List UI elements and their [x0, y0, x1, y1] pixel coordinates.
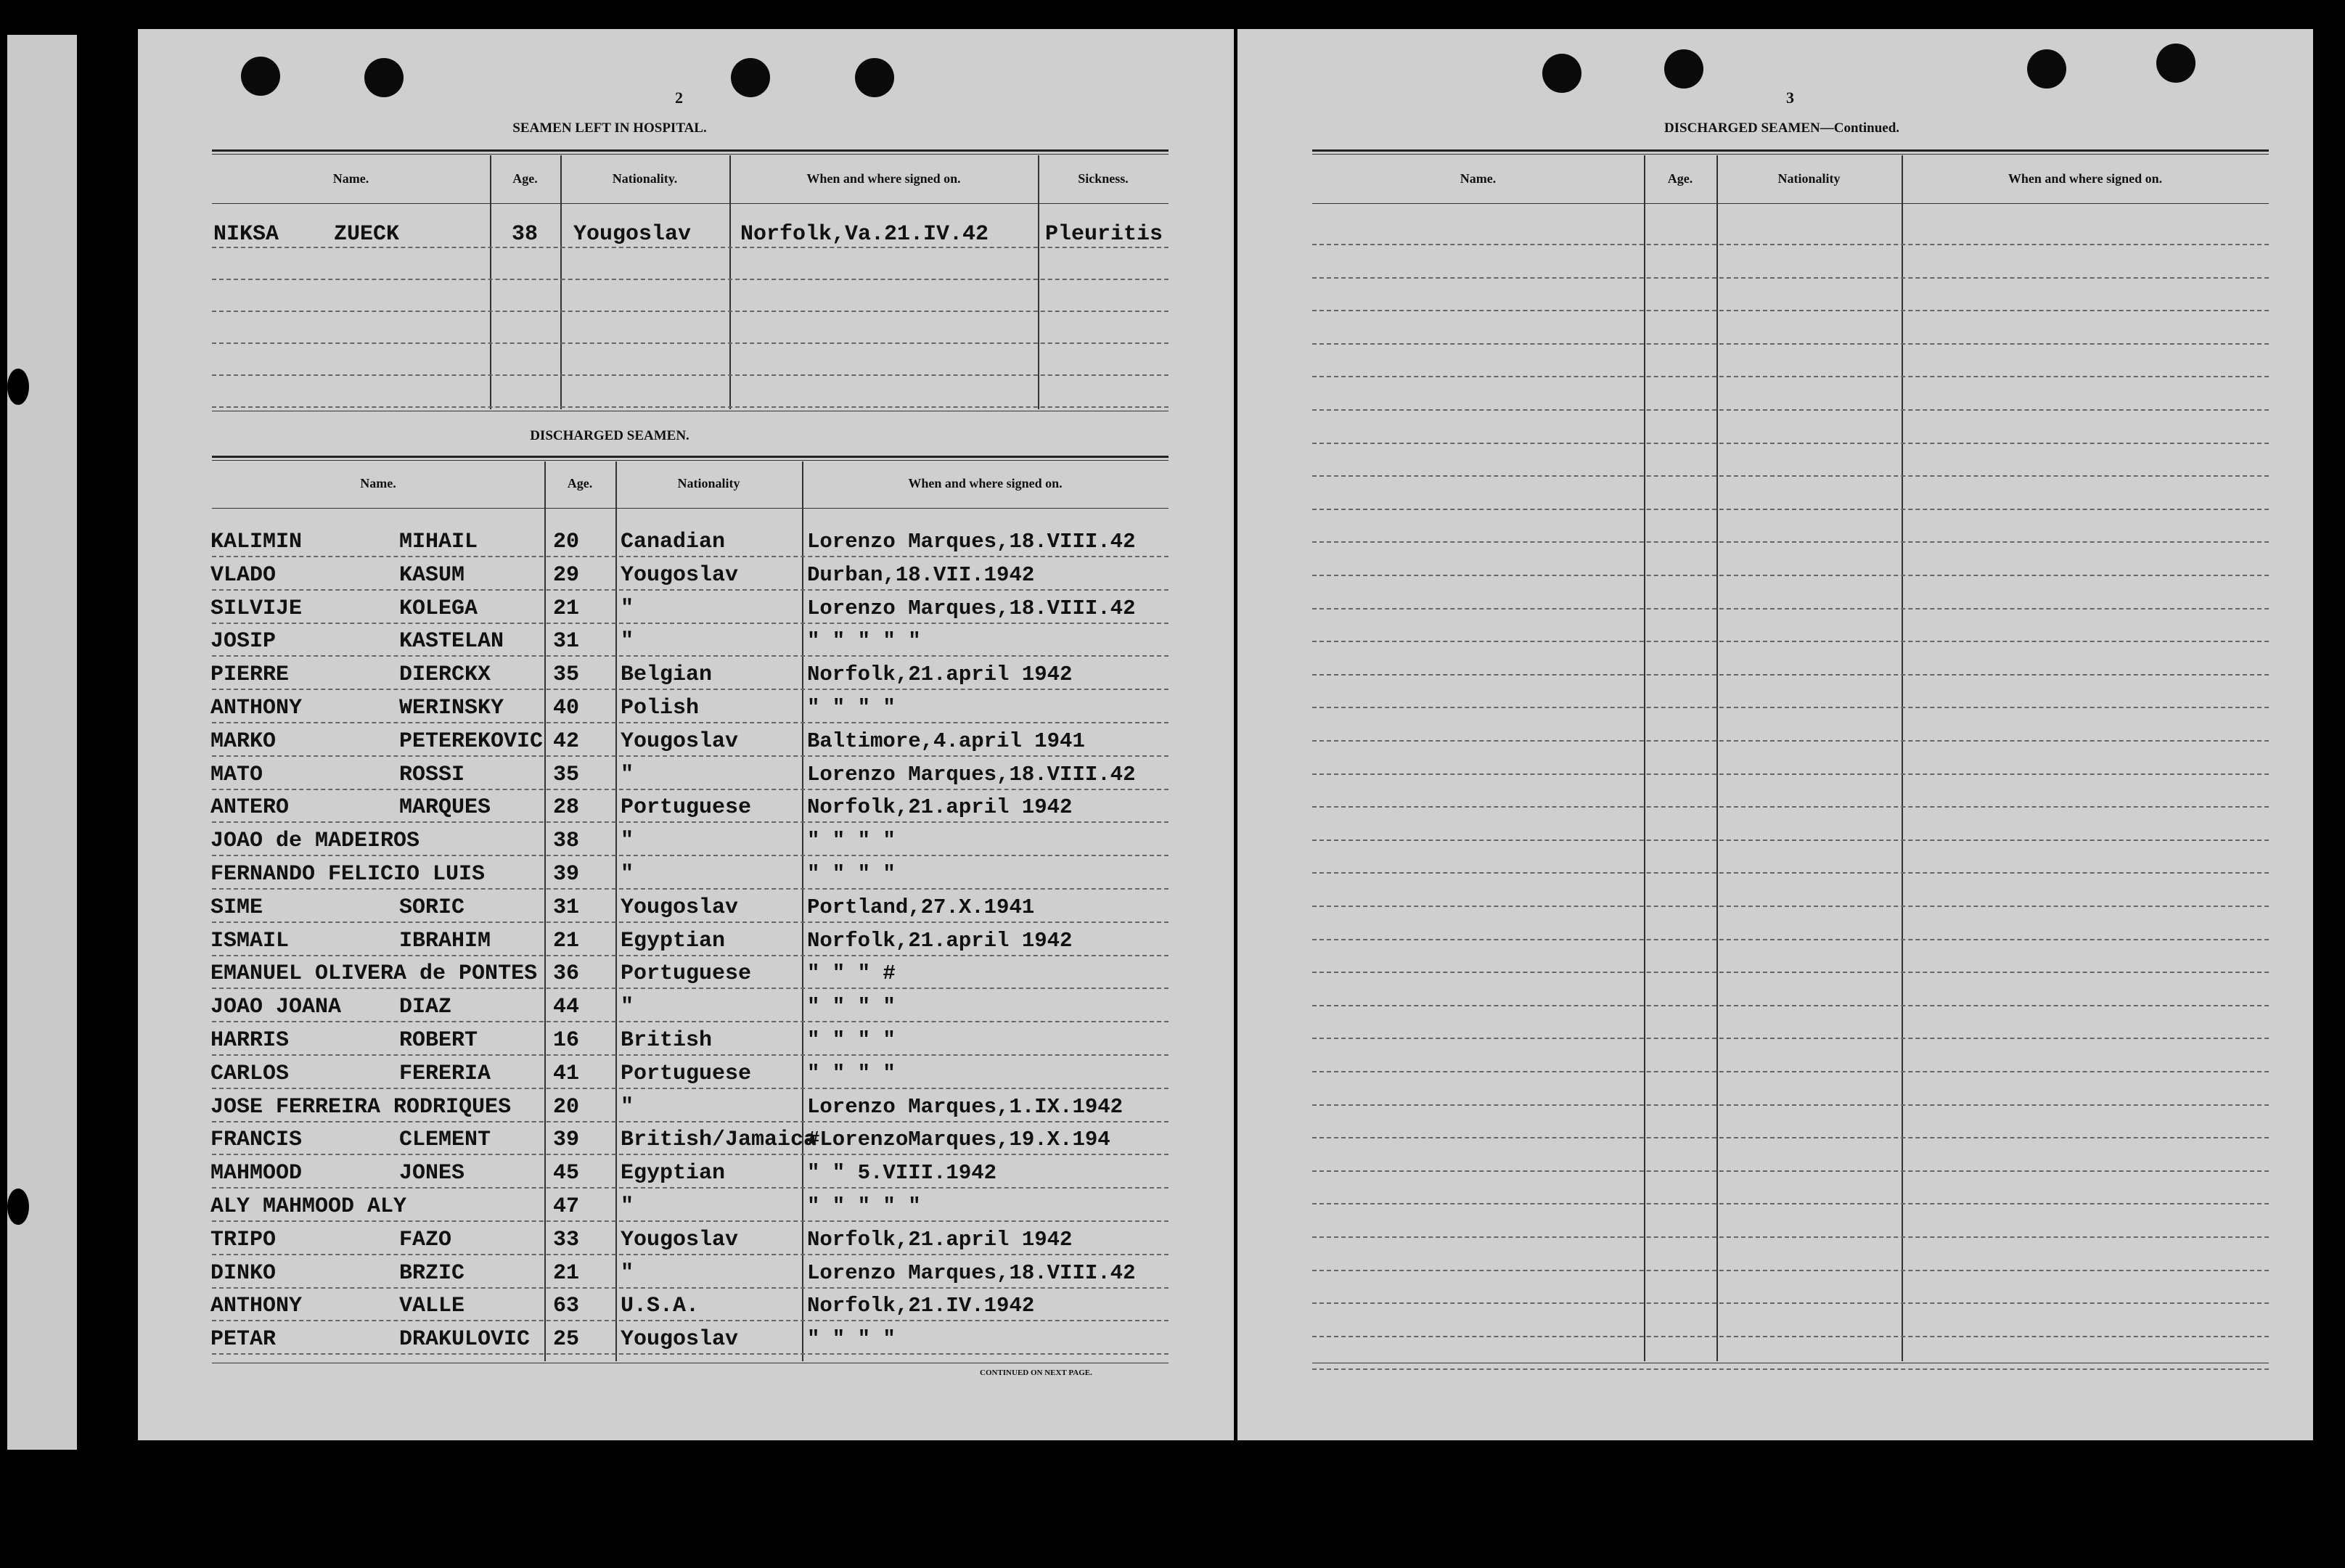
seaman-last-name: WERINSKY: [399, 696, 504, 721]
seaman-last-name: VALLE: [399, 1294, 465, 1319]
seaman-age: 20: [553, 530, 580, 554]
punch-hole: [7, 1189, 29, 1225]
column-divider: [1716, 155, 1718, 1361]
seaman-age: 31: [553, 629, 580, 654]
hospital-col-header: Nationality.: [612, 171, 678, 186]
right-col-header: Age.: [1667, 171, 1693, 186]
discharged-col-header: Nationality: [677, 476, 740, 490]
row-line: [212, 1287, 1169, 1289]
row-line: [1312, 906, 2269, 907]
seaman-first-name: VLADO: [210, 562, 277, 588]
row-line: [1312, 409, 2269, 411]
discharged-col-header: When and where signed on.: [908, 476, 1063, 490]
seaman-first-name: JOSE FERREIRA RODRIQUES: [210, 1094, 512, 1120]
row-line: [212, 755, 1169, 757]
seaman-age: 16: [553, 1028, 580, 1053]
row-line: [212, 689, 1169, 690]
seaman-last-name: DRAKULOVIC: [399, 1327, 531, 1352]
seaman-first-name: FERNANDO FELICIO LUIS: [210, 862, 486, 887]
seaman-first-name: PETAR: [210, 1327, 277, 1352]
seaman-signed-on: " " " ": [807, 1061, 896, 1085]
seaman-age: 21: [553, 1260, 580, 1286]
seaman-nationality: Yougoslav: [621, 728, 739, 754]
seaman-first-name: DINKO: [210, 1260, 277, 1286]
row-line: [212, 1054, 1169, 1056]
seaman-first-name: EMANUEL OLIVERA de PONTES: [210, 961, 538, 987]
row-line: [1312, 740, 2269, 742]
row-line: [1312, 972, 2269, 973]
seaman-signed-on: #LorenzoMarques,19.X.194: [807, 1128, 1110, 1152]
seaman-signed-on: Lorenzo Marques,1.IX.1942: [807, 1094, 1124, 1119]
seaman-nationality: Egyptian: [621, 928, 726, 953]
seaman-signed-on: Durban,18.VII.1942: [807, 562, 1035, 587]
row-line: [212, 589, 1169, 591]
row-line: [1312, 1302, 2269, 1304]
row-line: [1312, 608, 2269, 609]
rule: [212, 154, 1169, 155]
punch-hole: [7, 369, 29, 405]
seaman-first-name: JOAO JOANA: [210, 995, 342, 1020]
column-divider: [560, 155, 562, 409]
hospital-col-header: Sickness.: [1078, 171, 1129, 186]
seaman-nationality: British: [621, 1028, 713, 1053]
rule: [212, 149, 1169, 152]
seaman-last-name: DIAZ: [399, 995, 452, 1020]
row-line: [212, 988, 1169, 989]
row-line: [212, 1353, 1169, 1355]
row-line: [212, 1021, 1169, 1022]
column-divider: [490, 155, 491, 409]
seaman-signed-on: Norfolk,Va.21.IV.42: [740, 222, 989, 247]
seaman-age: 25: [553, 1327, 580, 1352]
hospital-col-header: Name.: [332, 171, 369, 186]
row-line: [1312, 641, 2269, 642]
seaman-signed-on: " " " ": [807, 696, 896, 720]
punch-hole: [241, 57, 280, 96]
seaman-nationality: Portuguese: [621, 961, 752, 987]
seaman-first-name: TRIPO: [210, 1227, 277, 1252]
seaman-age: 38: [553, 829, 580, 854]
seaman-first-name: SIME: [210, 895, 263, 920]
row-line: [1312, 707, 2269, 708]
seaman-signed-on: " " " ": [807, 1327, 896, 1352]
seaman-signed-on: " " 5.VIII.1942: [807, 1161, 997, 1186]
seaman-last-name: FAZO: [399, 1227, 452, 1252]
seaman-nationality: British/Jamaica: [621, 1128, 817, 1153]
seaman-age: 40: [553, 696, 580, 721]
row-line: [1312, 1005, 2269, 1006]
seaman-age: 28: [553, 795, 580, 821]
rule: [212, 456, 1169, 458]
row-line: [212, 855, 1169, 856]
discharged-section-title: DISCHARGED SEAMEN.: [530, 428, 689, 443]
column-divider: [544, 461, 546, 1361]
seaman-first-name: ANTHONY: [210, 696, 303, 721]
hospital-col-header: Age.: [512, 171, 538, 186]
seaman-last-name: ROSSI: [399, 762, 465, 787]
column-divider: [729, 155, 731, 409]
row-line: [212, 1320, 1169, 1321]
seaman-signed-on: Baltimore,4.april 1941: [807, 728, 1085, 753]
seaman-first-name: HARRIS: [210, 1028, 290, 1053]
seaman-age: 44: [553, 995, 580, 1020]
row-line: [1312, 1104, 2269, 1106]
seaman-sickness: Pleuritis: [1045, 222, 1163, 247]
seaman-age: 36: [553, 961, 580, 987]
seaman-nationality: ": [621, 829, 634, 854]
seaman-signed-on: Norfolk,21.IV.1942: [807, 1294, 1035, 1318]
seaman-nationality: ": [621, 862, 634, 887]
row-line: [212, 1254, 1169, 1255]
column-divider: [1644, 155, 1645, 1361]
seaman-first-name: FRANCIS: [210, 1128, 303, 1153]
seaman-nationality: U.S.A.: [621, 1294, 700, 1319]
seaman-age: 31: [553, 895, 580, 920]
row-line: [212, 1121, 1169, 1122]
seaman-age: 21: [553, 596, 580, 621]
row-line: [1312, 376, 2269, 377]
seaman-last-name: MARQUES: [399, 795, 491, 821]
seaman-signed-on: " " " " ": [807, 1194, 921, 1218]
seaman-first-name: ANTERO: [210, 795, 290, 821]
seaman-signed-on: Norfolk,21.april 1942: [807, 662, 1073, 687]
column-divider: [615, 461, 617, 1361]
seaman-age: 39: [553, 1128, 580, 1153]
page-number: 3: [1786, 89, 1794, 107]
row-line: [1312, 575, 2269, 576]
seaman-nationality: Polish: [621, 696, 700, 721]
right-col-header: When and where signed on.: [2008, 171, 2163, 186]
hospital-col-header: When and where signed on.: [806, 171, 961, 186]
row-line: [212, 955, 1169, 956]
row-line: [212, 406, 1169, 408]
seaman-first-name: ISMAIL: [210, 928, 290, 953]
row-line: [1312, 1336, 2269, 1337]
seaman-nationality: ": [621, 629, 634, 654]
seaman-signed-on: Norfolk,21.april 1942: [807, 1227, 1073, 1252]
row-line: [212, 921, 1169, 923]
seaman-age: 35: [553, 662, 580, 688]
row-line: [1312, 1236, 2269, 1238]
right-page: [1237, 29, 2313, 1440]
seaman-first-name: SILVIJE: [210, 596, 303, 621]
row-line: [1312, 1368, 2269, 1370]
row-line: [1312, 674, 2269, 676]
seaman-last-name: KASUM: [399, 562, 465, 588]
seaman-last-name: MIHAIL: [399, 530, 478, 554]
seaman-last-name: CLEMENT: [399, 1128, 491, 1153]
seaman-age: 33: [553, 1227, 580, 1252]
row-line: [1312, 443, 2269, 444]
row-line: [1312, 509, 2269, 510]
seaman-signed-on: Lorenzo Marques,18.VIII.42: [807, 530, 1136, 554]
seaman-first-name: JOSIP: [210, 629, 277, 654]
row-line: [1312, 1170, 2269, 1172]
seaman-last-name: JONES: [399, 1161, 465, 1186]
row-line: [212, 342, 1169, 344]
seaman-age: 42: [553, 728, 580, 754]
row-line: [212, 1187, 1169, 1189]
seaman-signed-on: Norfolk,21.april 1942: [807, 795, 1073, 820]
seaman-first-name: ANTHONY: [210, 1294, 303, 1319]
seaman-age: 29: [553, 562, 580, 588]
seaman-last-name: KASTELAN: [399, 629, 504, 654]
seaman-nationality: ": [621, 596, 634, 621]
seaman-age: 35: [553, 762, 580, 787]
row-line: [1312, 1203, 2269, 1204]
seaman-last-name: ZUECK: [334, 222, 400, 247]
row-line: [1312, 773, 2269, 775]
column-divider: [1038, 155, 1039, 409]
seaman-signed-on: " " " " ": [807, 629, 921, 654]
seaman-nationality: Yougoslav: [573, 222, 692, 247]
row-line: [212, 279, 1169, 280]
row-line: [212, 1220, 1169, 1222]
punch-hole: [731, 58, 770, 97]
seaman-first-name: KALIMIN: [210, 530, 303, 554]
discharged-col-header: Age.: [567, 476, 593, 490]
row-line: [1312, 840, 2269, 841]
seaman-first-name: MATO: [210, 762, 263, 787]
seaman-last-name: DIERCKX: [399, 662, 491, 688]
hospital-section-title: SEAMEN LEFT IN HOSPITAL.: [512, 120, 707, 136]
seaman-signed-on: Norfolk,21.april 1942: [807, 928, 1073, 953]
row-line: [212, 722, 1169, 723]
row-line: [212, 655, 1169, 657]
rule: [1312, 149, 2269, 152]
seaman-signed-on: Lorenzo Marques,18.VIII.42: [807, 1260, 1136, 1285]
row-line: [1312, 939, 2269, 940]
punch-hole: [2027, 49, 2066, 89]
row-line: [212, 1088, 1169, 1089]
row-line: [212, 789, 1169, 790]
discharged-col-header: Name.: [360, 476, 396, 490]
rule: [212, 203, 1169, 204]
seaman-nationality: ": [621, 995, 634, 1020]
right-col-header: Name.: [1460, 171, 1497, 186]
seaman-first-name: JOAO de MADEIROS: [210, 829, 420, 854]
seaman-signed-on: " " " #: [807, 961, 896, 986]
seaman-nationality: ": [621, 1094, 634, 1120]
row-line: [212, 247, 1169, 248]
adjacent-page-strip: [7, 35, 77, 1450]
punch-hole: [1542, 54, 1581, 93]
row-line: [1312, 806, 2269, 808]
seaman-nationality: Yougoslav: [621, 1327, 739, 1352]
row-line: [1312, 475, 2269, 477]
row-line: [1312, 310, 2269, 311]
seaman-signed-on: " " " ": [807, 862, 896, 886]
row-line: [1312, 872, 2269, 874]
seaman-last-name: SORIC: [399, 895, 465, 920]
seaman-nationality: ": [621, 762, 634, 787]
row-line: [212, 623, 1169, 624]
row-line: [1312, 1038, 2269, 1039]
seaman-nationality: Egyptian: [621, 1161, 726, 1186]
continued-footer: CONTINUED ON NEXT PAGE.: [980, 1368, 1092, 1377]
seaman-nationality: ": [621, 1260, 634, 1286]
seaman-signed-on: Lorenzo Marques,18.VIII.42: [807, 596, 1136, 620]
seaman-last-name: FERERIA: [399, 1061, 491, 1086]
seaman-nationality: ": [621, 1194, 634, 1219]
row-line: [1312, 343, 2269, 345]
seaman-signed-on: " " " ": [807, 1028, 896, 1052]
seaman-age: 39: [553, 862, 580, 887]
row-line: [1312, 1270, 2269, 1271]
seaman-last-name: PETEREKOVIC: [399, 728, 544, 754]
seaman-nationality: Canadian: [621, 530, 726, 554]
seaman-signed-on: Portland,27.X.1941: [807, 895, 1035, 919]
row-line: [1312, 1071, 2269, 1072]
seaman-last-name: BRZIC: [399, 1260, 465, 1286]
row-line: [1312, 1137, 2269, 1138]
punch-hole: [855, 58, 894, 97]
seaman-first-name: CARLOS: [210, 1061, 290, 1086]
seaman-age: 63: [553, 1294, 580, 1319]
row-line: [212, 374, 1169, 376]
seaman-nationality: Yougoslav: [621, 562, 739, 588]
seaman-last-name: ROBERT: [399, 1028, 478, 1053]
seaman-first-name: NIKSA: [213, 222, 279, 247]
seaman-nationality: Belgian: [621, 662, 713, 688]
seaman-first-name: MAHMOOD: [210, 1161, 303, 1186]
row-line: [212, 556, 1169, 557]
seaman-nationality: Portuguese: [621, 1061, 752, 1086]
seaman-first-name: ALY MAHMOOD ALY: [210, 1194, 407, 1219]
seaman-signed-on: " " " ": [807, 995, 896, 1019]
seaman-last-name: KOLEGA: [399, 596, 478, 621]
row-line: [212, 888, 1169, 890]
seaman-age: 38: [512, 222, 539, 247]
punch-hole: [364, 58, 404, 97]
rule: [1312, 154, 2269, 155]
row-line: [1312, 541, 2269, 543]
column-divider: [802, 461, 803, 1361]
row-line: [1312, 244, 2269, 245]
rule: [1312, 203, 2269, 204]
row-line: [212, 1154, 1169, 1155]
column-divider: [1902, 155, 1903, 1361]
seaman-first-name: MARKO: [210, 728, 277, 754]
rule: [212, 508, 1169, 509]
seaman-signed-on: " " " ": [807, 829, 896, 853]
seaman-age: 20: [553, 1094, 580, 1120]
seaman-nationality: Yougoslav: [621, 1227, 739, 1252]
page-number: 2: [675, 89, 683, 107]
seaman-signed-on: Lorenzo Marques,18.VIII.42: [807, 762, 1136, 787]
right-section-title: DISCHARGED SEAMEN—Continued.: [1663, 120, 1900, 136]
seaman-nationality: Yougoslav: [621, 895, 739, 920]
seaman-age: 45: [553, 1161, 580, 1186]
seaman-nationality: Portuguese: [621, 795, 752, 821]
seaman-age: 41: [553, 1061, 580, 1086]
seaman-age: 47: [553, 1194, 580, 1219]
right-col-header: Nationality: [1777, 171, 1841, 186]
row-line: [212, 311, 1169, 312]
row-line: [212, 821, 1169, 823]
punch-hole: [2156, 44, 2195, 83]
row-line: [1312, 277, 2269, 279]
rule: [212, 460, 1169, 461]
seaman-first-name: PIERRE: [210, 662, 290, 688]
seaman-age: 21: [553, 928, 580, 953]
seaman-last-name: IBRAHIM: [399, 928, 491, 953]
left-page: [138, 29, 1234, 1440]
punch-hole: [1664, 49, 1703, 89]
